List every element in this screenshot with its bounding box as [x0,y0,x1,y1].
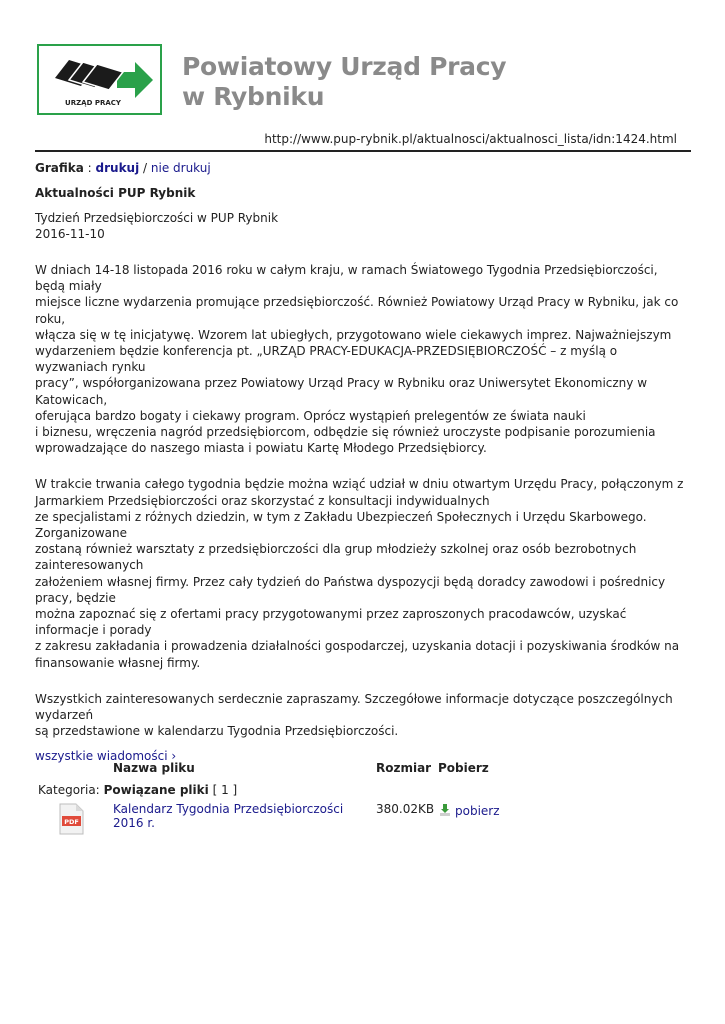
logo-arrow [117,62,153,98]
file-size-cell: 380.02KB [376,802,435,817]
paragraph-line: założeniem własnej firmy. Przez cały tydzień do Państwa dyspozycji będą doradcy zawodowi i pośrednicy pracy, będzie [35,574,666,605]
paragraph-line: W dniach 14-18 listopada 2016 roku w całym kraju, w ramach Światowego Tygodnia Przedsiębiorczości, będą miały [35,263,658,294]
logo [37,44,162,115]
page-url: http://www.pup-rybnik.pl/aktualnosci/aktualnosci_lista/idn:1424.html [264,132,677,146]
graphics-separator-slash: / [139,161,151,175]
paragraph-line: ze specjalistami z różnych dziedzin, w tym z Zakładu Ubezpieczeń Społecznych i Urzędu Skarbowego. Zorganizowane [35,509,647,541]
download-icon-graphic [438,803,452,817]
pdf-icon[interactable] [58,803,82,833]
print-link[interactable]: drukuj [95,161,140,175]
download-link[interactable]: pobierz [455,804,500,819]
category-row [35,775,500,797]
files-table-header [35,761,500,775]
paragraph-line: miejsce liczne wydarzenia promujące przedsiębiorczość. Również Powiatowy Urząd Pracy w Rybniku, jak co roku, [35,295,679,326]
site-title [182,52,506,112]
no-print-link[interactable]: nie drukuj [150,161,211,175]
category-label: Kategoria: [38,783,100,798]
paragraph-line: włącza się w tę inicjatywę. Wzorem lat ubiegłych, przygotowano wiele ciekawych imprez. Najważniejszym [35,327,672,342]
paragraph-line: wydarzeniem będzie konferencja pt. „URZĄD PRACY-EDUKACJA-PRZEDSIĘBIORCZOŚĆ – z myślą o wyzwaniach rynku [35,344,618,375]
pdf-label-text: PDF [64,818,79,827]
paragraph-line: są przedstawione w kalendarzu Tygodnia Przedsiębiorczości. [35,724,399,739]
article-date: 2016-11-10 [35,227,105,241]
logo-graphic [39,46,160,113]
paragraph-line: wprowadzające do naszego miasta i powiatu Kartę Młodego Przedsiębiorcy. [35,441,487,456]
download-arrow [441,804,449,813]
paragraph-line: W trakcie trwania całego tygodnia będzie można wziąć udział w dniu otwartym Urzędu Pracy, połączonym z [35,477,684,492]
paragraph-line: Jarmarkiem Przedsiębiorczości oraz skorzystać z konsultacji indywidualnych [35,493,490,508]
header-divider [35,150,691,152]
category-name: Powiązane pliki [103,783,209,798]
main-content [35,160,691,838]
graphics-separator: : [83,161,96,175]
all-news-link[interactable]: wszystkie wiadomości › [35,749,177,763]
paragraph-line: oferująca bardzo bogaty i ciekawy program. Oprócz wystąpień prelegentów ze świata nauki [35,408,586,423]
logo-caption: URZĄD PRACY [65,99,121,107]
paragraph-line: Wszystkich zainteresowanych serdecznie zapraszamy. Szczegółowe informacje dotyczące poszczególnych wydarzeń [35,691,673,723]
paragraph-line: z zakresu zakładania i prowadzenia działalności gospodarczej, uzyskania dotacji i pozyskiwania środków na [35,639,680,654]
article-paragraph-1 [35,262,691,456]
graphics-toggle [35,160,691,176]
paragraph-line: finansowanie własnej firmy. [35,655,201,670]
table-row [35,797,500,838]
column-header-name: Nazwa pliku [113,761,195,776]
article-title: Tydzień Przedsiębiorczości w PUP Rybnik [35,211,279,225]
file-name-link[interactable]: Kalendarz Tygodnia Przedsiębiorczości 2016 r. [113,802,344,831]
download-tray [440,813,450,816]
category-count: [ 1 ] [212,783,238,798]
files-table [35,761,500,838]
article-paragraph-3 [35,691,691,740]
paragraph-line: i biznesu, wręczenia nagród przedsiębiorcom, odbędzie się również uroczyste podpisanie porozumienia [35,425,656,440]
column-header-download: Pobierz [438,761,489,776]
article-paragraph-2 [35,476,691,670]
paragraph-line: zostaną również warsztaty z przedsiębiorczości dla grup młodzieży szkolnej oraz osób bezrobotnych zainteresowanych [35,542,637,573]
file-name-cell [113,797,376,838]
pdf-icon-graphic [58,803,84,835]
graphics-label: Grafika [35,161,84,175]
download-icon[interactable] [438,803,452,820]
column-header-size: Rozmiar [376,761,432,776]
section-title: Aktualności PUP Rybnik [35,186,196,200]
site-title-line1: Powiatowy Urząd Pracy [182,52,507,81]
file-download-cell [438,797,500,838]
article-header [35,210,691,242]
paragraph-line: pracy”, współorganizowana przez Powiatowy Urząd Pracy w Rybniku oraz Uniwersytet Ekonomiczny w Katowicach, [35,376,648,407]
category-cell [35,775,500,797]
site-title-line2: w Rybniku [182,82,325,111]
paragraph-line: można zapoznać się z ofertami pracy przygotowanymi przez zaproszonych pracodawców, uzyskać informacje i porady [35,607,627,638]
file-icon-cell [35,797,113,838]
